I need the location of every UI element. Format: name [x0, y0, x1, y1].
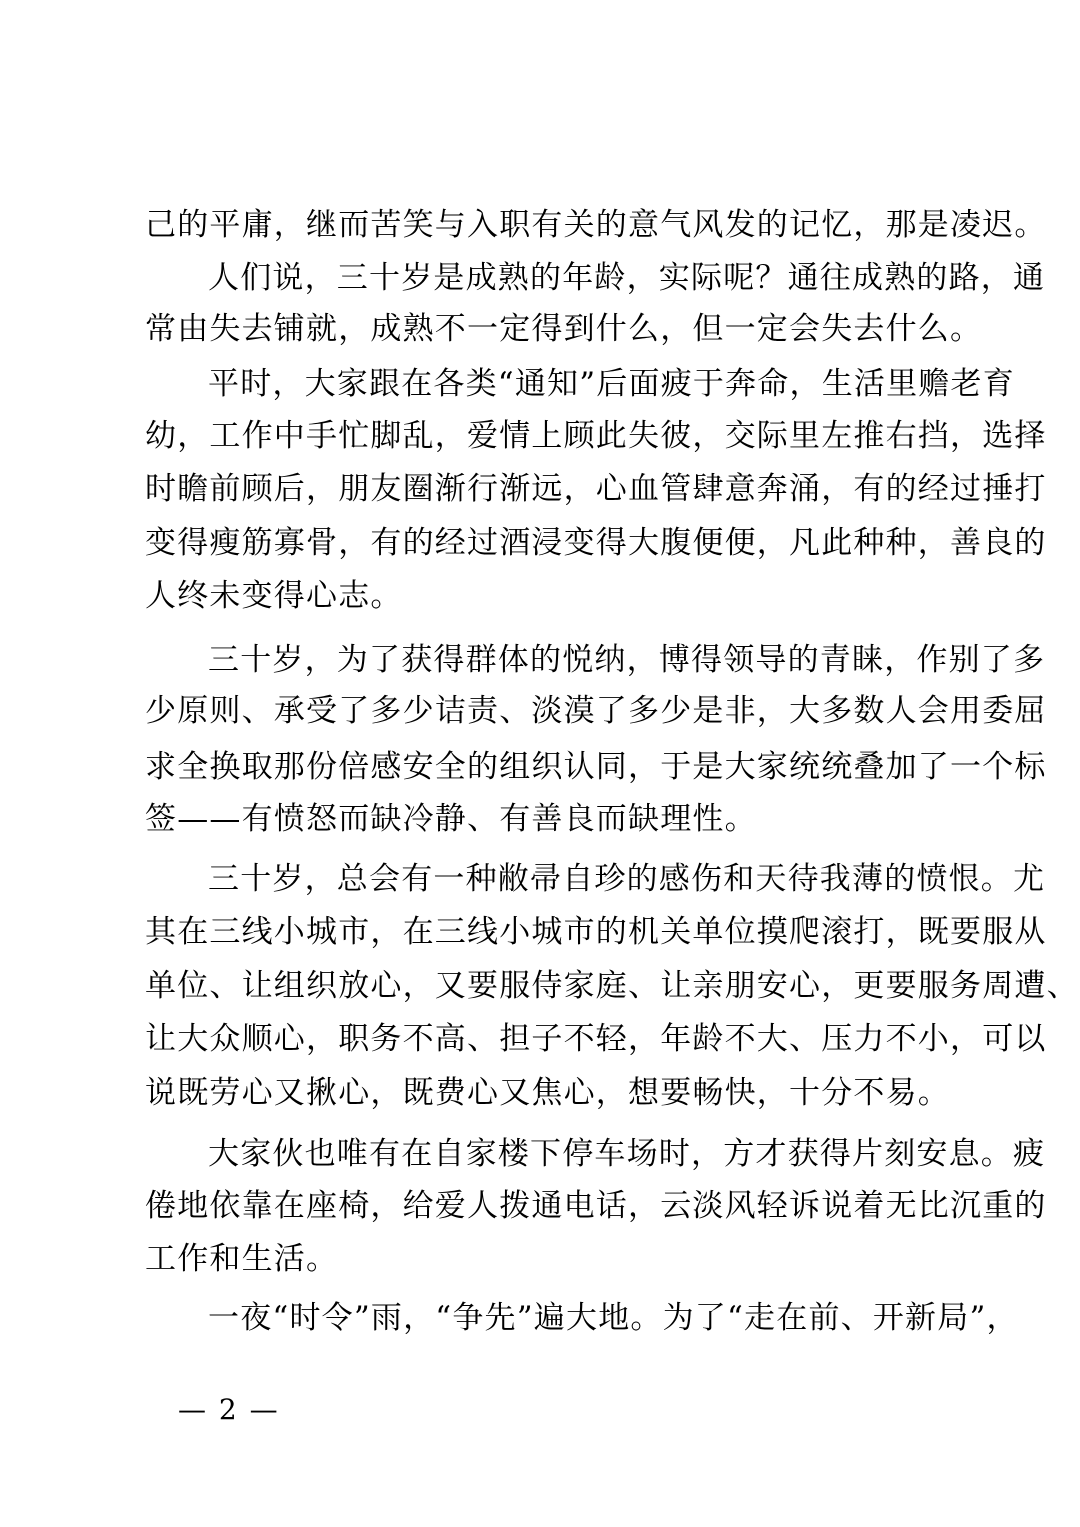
text-line: 平时，大家跟在各类“通知”后面疲于奔命，生活里赡老育: [208, 366, 1015, 402]
text-line: 一夜“时令”雨，“争先”遍大地。为了“走在前、开新局”，: [208, 1300, 1019, 1336]
text-line: 人终未变得心志。: [145, 578, 403, 614]
text-line: 三十岁，为了获得群体的悦纳，博得领导的青睐，作别了多: [208, 642, 1046, 678]
text-line: 其在三线小城市，在三线小城市的机关单位摸爬滚打，既要服从: [145, 914, 1047, 950]
text-line: 大家伙也唯有在自家楼下停车场时，方才获得片刻安息。疲: [208, 1136, 1046, 1172]
text-line: 变得瘦筋寡骨，有的经过酒浸变得大腹便便，凡此种种，善良的: [145, 525, 1047, 561]
text-line: 少原则、承受了多少诘责、淡漠了多少是非，大多数人会用委屈: [145, 693, 1047, 729]
text-line: 单位、让组织放心，又要服侍家庭、让亲朋安心，更要服务周遭、: [145, 968, 1079, 1004]
text-line: 己的平庸，继而苦笑与入职有关的意气风发的记忆，那是凌迟。: [145, 207, 1047, 243]
text-line: 时瞻前顾后，朋友圈渐行渐远，心血管肆意奔涌，有的经过捶打: [145, 471, 1047, 507]
text-line: 三十岁，总会有一种敝帚自珍的感伤和天待我薄的愤恨。尤: [208, 861, 1046, 897]
text-line: 工作和生活。: [145, 1241, 339, 1277]
text-line: 求全换取那份倍感安全的组织认同，于是大家统统叠加了一个标: [145, 749, 1047, 785]
text-line: 说既劳心又揪心，既费心又焦心，想要畅快，十分不易。: [145, 1075, 950, 1111]
text-line: 人们说，三十岁是成熟的年龄，实际呢？通往成熟的路，通: [208, 260, 1046, 296]
text-line: 常由失去铺就，成熟不一定得到什么，但一定会失去什么。: [145, 311, 983, 347]
text-line: 让大众顺心，职务不高、担子不轻，年龄不大、压力不小，可以: [145, 1021, 1047, 1057]
text-line: 签——有愤怒而缺冷静、有善良而缺理性。: [145, 801, 757, 837]
text-line: 倦地依靠在座椅，给爱人拨通电话，云淡风轻诉说着无比沉重的: [145, 1188, 1047, 1224]
text-line: 幼，工作中手忙脚乱，爱情上顾此失彼，交际里左推右挡，选择: [145, 418, 1047, 454]
page-number: — 2 —: [178, 1393, 280, 1426]
